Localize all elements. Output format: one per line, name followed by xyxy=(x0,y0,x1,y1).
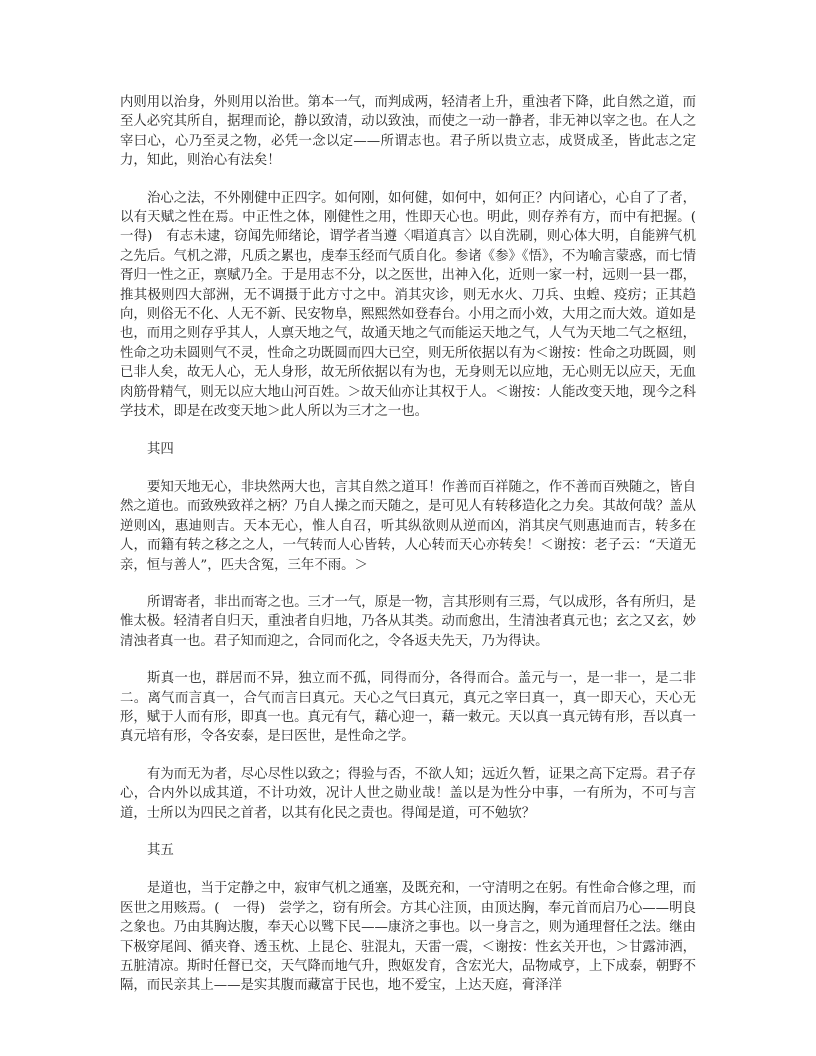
document-page xyxy=(120,93,710,1014)
paragraph: 治心之法，不外刚健中正四字。如何刚，如何健，如何中，如何正？内问诸心，心自了了者，以有天赋之性在焉。中正性之体，刚健性之用，性即天心也。明此，则存养有方，而中有把握。( 一得) 有志未逮，窃闻先师绪论，谓学者当遵〈唱道真言〉以自洗刷，则心体大明，自能辨气机之先后。气机之滞，凡质之累也，虔奉玉经而气质自化。参诸《参》《悟》，不为喻言蒙惑，而七情胥归一性之正，禀赋乃全。于是用志不分，以之医世，出神入化，近则一家一村，远则一县一郡，推其极则四大部洲，无不调摄于此方寸之中。消其灾诊，则无水火、刀兵、虫蝗、疫疠；正其趋向，则俗无不化、人无不新、民安物阜，熙熙然如登春台。小用之而小效，大用之而大效。道如是也，而用之则存乎其人，人禀天地之气，故通天地之气而能运天地之气，人气为天地二气之枢纽，性命之功未圆则气不灵，性命之功既圆而四大已空，则无所依据以有为＜谢按：性命之功既圆，则已非人矣，故无人心，无人身形，故无所依据以有为也，无身则无以应地，无心则无以应天，无血肉筋骨精气，则无以应大地山河百姓。＞故天仙亦让其权于人。＜谢按：人能改变天地，现今之科学技术，即是在改变天地＞此人所以为三才之一也。 xyxy=(120,190,710,420)
section-heading: 其四 xyxy=(147,441,174,457)
section-heading: 其五 xyxy=(147,843,174,858)
paragraph: 有为而无为者，尽心尽性以致之；得验与否，不欲人知；远近久暂，证果之高下定焉。君子存心，合内外以成其道，不计功效，况计人世之勋业哉！盖以是为性分中事，一有所为，不可与言道，士所以为四民之首者，以其有化民之责也。得闻是道，可不勉欤？ xyxy=(120,766,697,821)
paragraph: 斯真一也，群居而不异，独立而不孤，同得而分，各得而合。盖元与一，是一非一，是二非二。离气而言真一，合气而言曰真元。天心之气曰真元，真元之宰曰真一，真一即天心，天心无形，赋于人而有形，即真一也。真元有气，藉心迎一，藉一敕元。天以真一真元铸有形，吾以真一真元培有形，令各安泰，是曰医世，是性命之学。 xyxy=(120,671,696,745)
paragraph: 是道也，当于定静之中，寂审气机之通塞，及既充和，一守清明之在躬。有性命合修之理，而医世之用赅焉。( 一得) 尝学之，窃有所会。方其心注顶，由顶达胸，奉元首而启乃心——明良之象也。乃由其胸达腹，奉天心以骘下民——康济之事也。以一身言之，则为通理督任之法。继由下极穿尾闾、循夹脊、透玉枕、上昆仑、驻混丸，天雷一震，＜谢按：性玄关开也，＞甘露沛洒，五脏清凉。斯时任督已交，天气降而地气升，煦妪发育，含宏光大，品物咸亨，上下成泰，朝野不隔，而民亲其上——是实其腹而藏富于民也，地不爱宝，上达天庭，膏泽洋 xyxy=(120,881,697,994)
paragraph: 所谓寄者，非出而寄之也。三才一气，原是一物，言其形则有三焉，气以成形，各有所归，是惟太极。轻清者自归天，重浊者自归地，乃各从其类。动而愈出，生清浊者真元也；玄之又玄，妙清浊者真一也。君子知而迎之，合同而化之，令各返夫先天，乃为得诀。 xyxy=(120,594,697,649)
paragraph: 要知天地无心，非块然两大也，言其自然之道耳！作善而百祥随之，作不善而百殃随之，皆自然之道也。而致殃致祥之柄？乃自人操之而天随之，是可见人有转移造化之力矣。其故何哉？盖从逆则凶，惠迪则吉。天本无心，惟人自召，听其纵欲则从逆而凶，消其戾气则惠迪而吉，转多在人，而籍有转之移之之人，一气转而人心皆转，人心转而天心亦转矣！＜谢按：老子云：“天道无亲，恒与善人”，匹夫含冤，三年不雨。＞ xyxy=(120,479,697,573)
paragraph: 内则用以治身，外则用以治世。第本一气，而判成两，轻清者上升，重浊者下降，此自然之道，而至人必究其所自，据理而论，静以致清，动以致浊，而使之一动一静者，非无神以宰之也。在人之宰曰心，心乃至灵之物，必凭一念以定——所谓志也。君子所以贵立志，成贤成圣，皆此志之定力，知此，则治心有法矣！ xyxy=(120,95,696,169)
